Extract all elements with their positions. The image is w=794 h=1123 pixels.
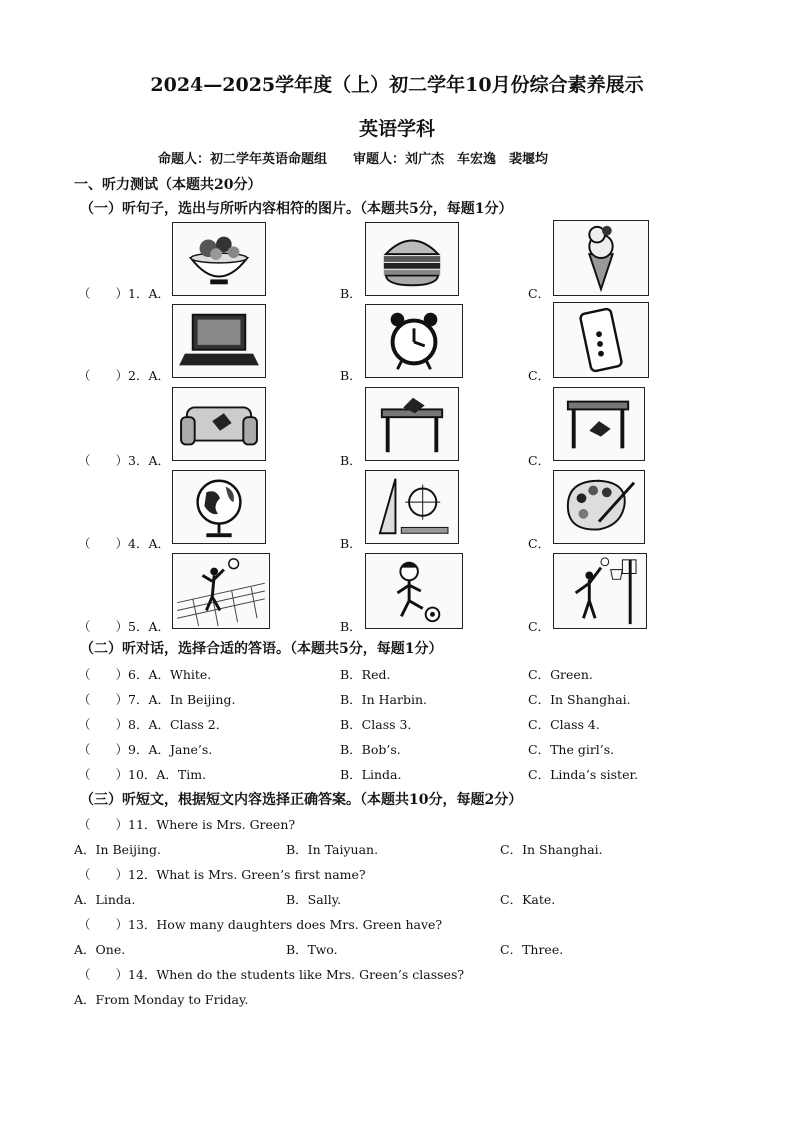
option-b: B．Bob’s. bbox=[340, 742, 401, 757]
part-2-heading: （二）听对话，选择合适的答语。（本题共5分，每题1分） bbox=[80, 641, 443, 657]
question-number: （ ）5．A． bbox=[78, 619, 170, 634]
salad-bowl-icon bbox=[172, 222, 266, 296]
question-number: （ ）3．A． bbox=[78, 453, 170, 468]
question-with-option-a: （ ）7．A．In Beijing. bbox=[78, 692, 236, 707]
option-a: A．One. bbox=[74, 942, 126, 957]
laptop-icon bbox=[172, 304, 266, 378]
part-3-heading: （三）听短文，根据短文内容选择正确答案。（本题共10分，每题2分） bbox=[80, 792, 523, 808]
option-b: B．In Taiyuan. bbox=[286, 842, 379, 857]
picture-question-5 bbox=[0, 551, 794, 634]
option-c: C．The girl’s. bbox=[528, 742, 615, 757]
option-b: B．Class 3． bbox=[340, 717, 420, 732]
option-a: A．From Monday to Friday. bbox=[74, 992, 249, 1007]
basketball-icon bbox=[553, 553, 647, 629]
math-tools-icon bbox=[365, 470, 459, 544]
option-c: C．Linda’s sister. bbox=[528, 767, 639, 782]
option-c-label: C． bbox=[528, 619, 551, 634]
soccer-icon bbox=[365, 553, 463, 629]
picture-question-1 bbox=[0, 220, 794, 301]
option-c-label: C． bbox=[528, 453, 551, 468]
option-b: B．Linda. bbox=[340, 767, 402, 782]
option-b: B．Sally. bbox=[286, 892, 342, 907]
page-title: 2024—2025学年度（上）初二学年10月份综合素养展示 bbox=[150, 74, 644, 96]
globe-icon bbox=[172, 470, 266, 544]
option-c: C．Class 4. bbox=[528, 717, 600, 732]
book-on-desk-icon bbox=[365, 387, 459, 461]
option-c: C．In Shanghai. bbox=[528, 692, 631, 707]
option-b-label: B． bbox=[340, 286, 362, 301]
option-b-label: B． bbox=[340, 368, 362, 383]
ice-cream-icon bbox=[553, 220, 649, 296]
option-b: B．Red. bbox=[340, 667, 391, 682]
hamburger-icon bbox=[365, 222, 459, 296]
alarm-clock-icon bbox=[365, 304, 463, 378]
option-b: B．In Harbin. bbox=[340, 692, 427, 707]
subject-title: 英语学科 bbox=[358, 118, 435, 140]
question-number: （ ）4．A． bbox=[78, 536, 170, 551]
option-c: C．Kate. bbox=[500, 892, 556, 907]
question-text: （ ）14．When do the students like Mrs. Green’s classes? bbox=[78, 967, 465, 982]
question-number: （ ）1．A． bbox=[78, 286, 170, 301]
option-c-label: C． bbox=[528, 286, 551, 301]
question-text: （ ）11．Where is Mrs. Green? bbox=[78, 817, 296, 832]
question-with-option-a: （ ）9．A．Jane’s. bbox=[78, 742, 213, 757]
option-b-label: B． bbox=[340, 536, 362, 551]
question-text: （ ）12．What is Mrs. Green’s first name? bbox=[78, 867, 366, 882]
question-with-option-a: （ ）8．A．Class 2． bbox=[78, 717, 229, 732]
picture-question-4 bbox=[0, 468, 794, 551]
book-under-desk-icon bbox=[553, 387, 645, 461]
question-text: （ ）13．How many daughters does Mrs. Green have? bbox=[78, 917, 443, 932]
option-a: A．In Beijing. bbox=[74, 842, 161, 857]
authors-line: 命题人：初二学年英语命题组 审题人：刘广杰 车宏逸 裴堰均 bbox=[158, 152, 549, 167]
question-number: （ ）2．A． bbox=[78, 368, 170, 383]
picture-question-2 bbox=[0, 302, 794, 383]
option-c: C．Green. bbox=[528, 667, 593, 682]
option-b: B．Two. bbox=[286, 942, 338, 957]
volleyball-icon bbox=[172, 553, 270, 629]
option-c: C．In Shanghai. bbox=[500, 842, 603, 857]
section-1-heading: 一、听力测试（本题共20分） bbox=[74, 177, 262, 193]
question-with-option-a: （ ）10．A．Tim. bbox=[78, 767, 207, 782]
option-b-label: B． bbox=[340, 619, 362, 634]
option-c-label: C． bbox=[528, 536, 551, 551]
phone-icon bbox=[553, 302, 649, 378]
sofa-with-book-icon bbox=[172, 387, 266, 461]
palette-icon bbox=[553, 470, 645, 544]
option-c-label: C． bbox=[528, 368, 551, 383]
option-b-label: B． bbox=[340, 453, 362, 468]
picture-question-3 bbox=[0, 385, 794, 468]
part-1-heading: （一）听句子，选出与所听内容相符的图片。（本题共5分，每题1分） bbox=[80, 201, 513, 217]
option-c: C．Three. bbox=[500, 942, 564, 957]
question-with-option-a: （ ）6．A．White. bbox=[78, 667, 212, 682]
option-a: A．Linda. bbox=[74, 892, 136, 907]
